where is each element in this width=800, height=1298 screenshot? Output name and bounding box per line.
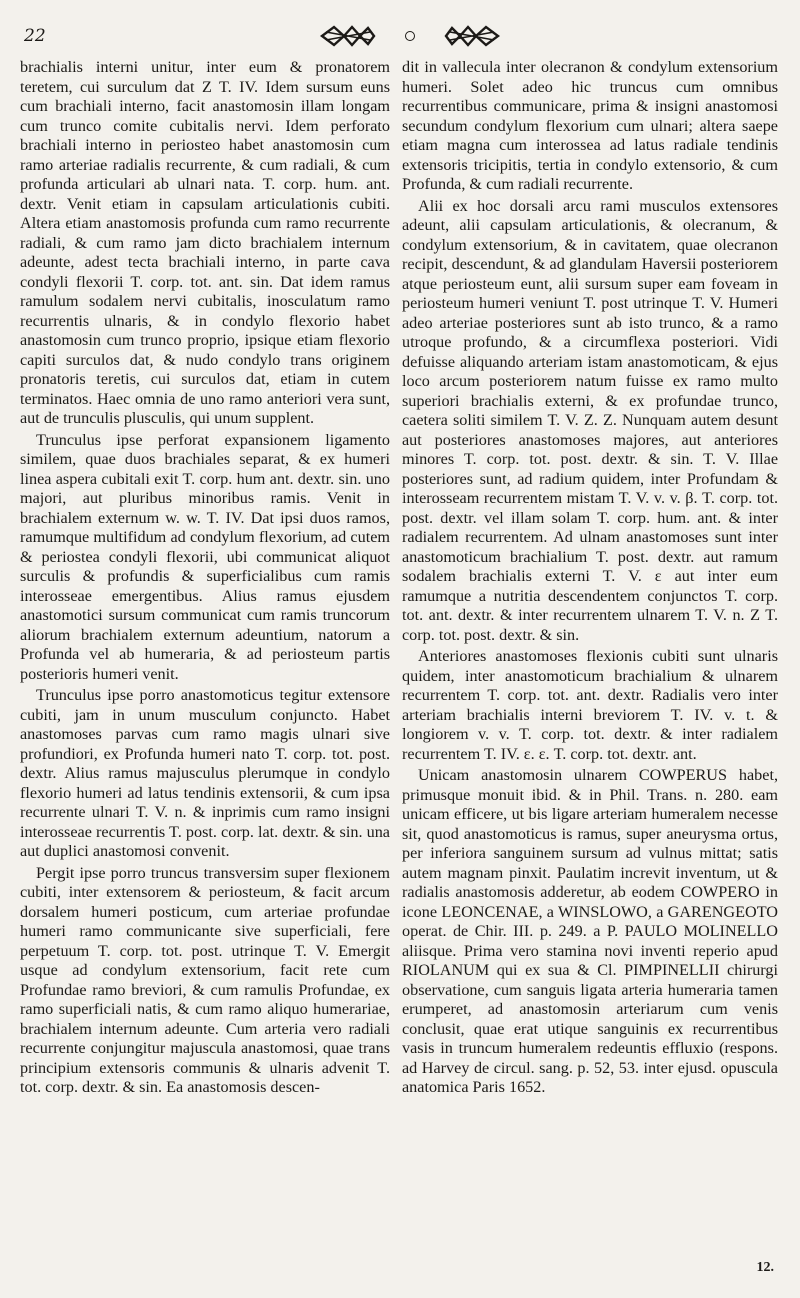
paragraph: brachialis interni unitur, inter eum & pronatorem teretem, cui surculum dat Z T. IV. Idem sursum euns cum brachiali interno, facit anastomosin illam longam cum trunco comite cubitalis nervi. Idem perforato brachiali interno in periosteo habet anastomosin cum ramo arteriae radialis recurrente, & cum radiali, & cum profunda articulari ab ulnari nata. T. corp. hum. ant. dextr. Venit etiam in capsulam articulationis cubiti. Altera etiam anastomosis profunda cum ramo recurrente radiali, & cum ramo jam dicto brachialem internum adeunte, adest tecta brachiali interno, in parte cava condyli flexorii T. corp. tot. ant. sin. Dat idem ramus ramulum sodalem nervi cubitalis, inosculatum ramo recurrentis ulnaris, & in condylo flexorio habet anastomosin cum trunco proprio, ipsique etiam flexorio capiti surculos dat, & nudo condylo trans originem pronatoris teretis, cui surculos dat, etiam in cutem terminatos. Haec omnia de uno ramo anteriori vera sunt, aut de trunculis plusculis, qui unum supplent. bbox=[20, 58, 390, 427]
paragraph: Trunculus ipse perforat expansionem ligamento similem, quae duos brachiales separat, & ex humeri linea aspera cubitali exit T. corp. hum ant. dextr. sin. uno majori, aut pluribus minoribus ramis. Venit in brachialem externum w. w. T. IV. Dat ipsi duos ramos, ramumque multifidum ad condylum flexorium, ad cutem & periostea condyli flexorii, ubi communicat aliquot surculis & profundis & superficialibus cum ramis interosseae emergentibus. Alius ramus ejusdem anastomotici sursum communicat cum ramis truncorum aliorum brachialem externum adeuntium, natorum a Profunda vel ab humeraria, & ad periosteum partis posterioris humeri venit. bbox=[20, 430, 390, 683]
header-ornament bbox=[320, 20, 500, 52]
ornament-right-icon bbox=[444, 23, 500, 49]
page-number: 22 bbox=[24, 26, 46, 46]
paragraph: Pergit ipse porro truncus transversim super flexionem cubiti, inter extensorem & periosteum, & facit arcum dorsalem humeri posticum, cum arteriae profundae humeri ramo communicante sive superficiali, fere perpetuum T. corp. tot. post. utrinque T. V. Emergit usque ad condylum extensorium, facit rete cum Profundae ramo breviori, & cum ramulis Profundae, ex ramo superficiali natis, & cum ramo aliquo humerariae, brachialem internum adeunte. Cum arteria vero radiali recurrente conjungitur majuscula anastomosi, quae trans principium extensoris communis & ulnaris advenit T. tot. corp. dextr. & sin. Ea anastomosis descen- bbox=[20, 863, 390, 1096]
catchword: 12. bbox=[756, 1260, 774, 1275]
ornament-center-icon bbox=[405, 31, 415, 41]
ornament-left-icon bbox=[320, 23, 376, 49]
paragraph: Alii ex hoc dorsali arcu rami musculos extensores adeunt, alii capsulam articulationis, & olecranum, & condylum extensorium, & in cavitatem, quae olecranon recipit, descendunt, & ad glandulam Haversii posteriorem atque periosteum eunt, alii sursum super eam foveam in periosteum humeri veniunt T. post utrinque T. V. Humeri adeo arteriae posteriores sunt ab isto trunco, & a ramo utroque profundo, & a circumflexa posteriori. Vidi defuisse aliquando arteriam istam anastomoticam, & ejus loco arcum posteriorem natum fuisse ex ramo multo superiori brachialis externi, & ex profundae trunco, caetera soliti similem T. V. Z. Z. Nunquam autem desunt aut posteriores anastomoses majores, aut anteriores minores T. corp. tot. post. dextr. & sin. T. V. Illae posteriores sunt, ad radium quidem, inter Profundam & interosseam recurrentem mistam T. V. v. v. β. T. corp. tot. post. dextr. vel illam solam T. corp. hum. ant. & inter radialem recurrentem. Ad ulnam anastomoses sunt inter anastomoticum brachialium T. post. dextr. aut ramum sodalem brachialis externi T. V. ε aut inter eum ramumque a nutritia descendentem conjunctos T. corp. tot. ant. dextr. & inter recurrentem ulnarem T. V. n. Z T. corp. tot. post. dextr. & sin. bbox=[402, 196, 778, 644]
left-column bbox=[20, 58, 390, 1100]
page-header bbox=[0, 14, 800, 54]
right-column bbox=[402, 58, 778, 1100]
paragraph: Anteriores anastomoses flexionis cubiti sunt ulnaris quidem, inter anastomoticum brachialium & ulnarem recurrentem T. corp. tot. ant. dextr. Radialis vero inter arteriam brachialis interni breviorem T. IV. v. t. & longiorem v. v. T. corp. tot. dextr. & inter radialem recurrentem T. IV. ε. ε. T. corp. tot. dextr. ant. bbox=[402, 647, 778, 763]
paragraph: Trunculus ipse porro anastomoticus tegitur extensore cubiti, jam in unum musculum conjuncto. Habet anastomoses parvas cum ramo magis ulnari sive profundiori, ex Profunda humeri nato T. corp. tot. post. dextr. Alius ramus majusculus plerumque in condylo flexorio humeri ad latus tendinis extensorii, & cum ipsa recurrente ulnari T. V. n. & inprimis cum ramo insigni interosseae recurrentis T. post. corp. lat. dextr. & sin. una aut duplici anastomosi convenit. bbox=[20, 686, 390, 860]
paragraph: dit in vallecula inter olecranon & condylum extensorium humeri. Solet adeo hic truncus cum omnibus recurrentibus communicare, prima & insigni anastomosi secundum condylum flexorium cum ulnari; altera saepe etiam magna cum interossea ad latus radiale tendinis extensoris tricipitis, tertia in condylo extensorio, & cum Profunda, & cum radiali recurrente. bbox=[402, 58, 778, 193]
paragraph: Unicam anastomosin ulnarem COWPERUS habet, primusque monuit ibid. & in Phil. Trans. n. 280. eam unicam efficere, ut bis ligare arteriam humeralem necesse sit, quod anastomoticus is ramus, super aneurysma ortus, per inferiora sanguinem sursum ad vulnus mittat; satis autem magnam pinxit. Paulatim increvit inventum, ut & radialis anastomosis adderetur, ab eodem COWPERO in icone LEONCENAE, a WINSLOWO, a GARENGEOTO operat. de Chir. III. p. 249. a P. PAULO MOLINELLO aliisque. Prima vero stamina novi inventi reperio apud RIOLANUM qui ex sua & Cl. PIMPINELLII chirurgi observatione, cum sanguis ligata arteria humeraria tamen erumperet, ad anastomosin arteriarum cum venis conclusit, quae erat utique sanguinis ex recurrentibus vasis in truncum humeralem redeuntis effluxio (respons. ad Harvey de circul. sang. p. 52, 53. inter ejusd. opuscula anatomica Paris 1652. bbox=[402, 766, 778, 1096]
